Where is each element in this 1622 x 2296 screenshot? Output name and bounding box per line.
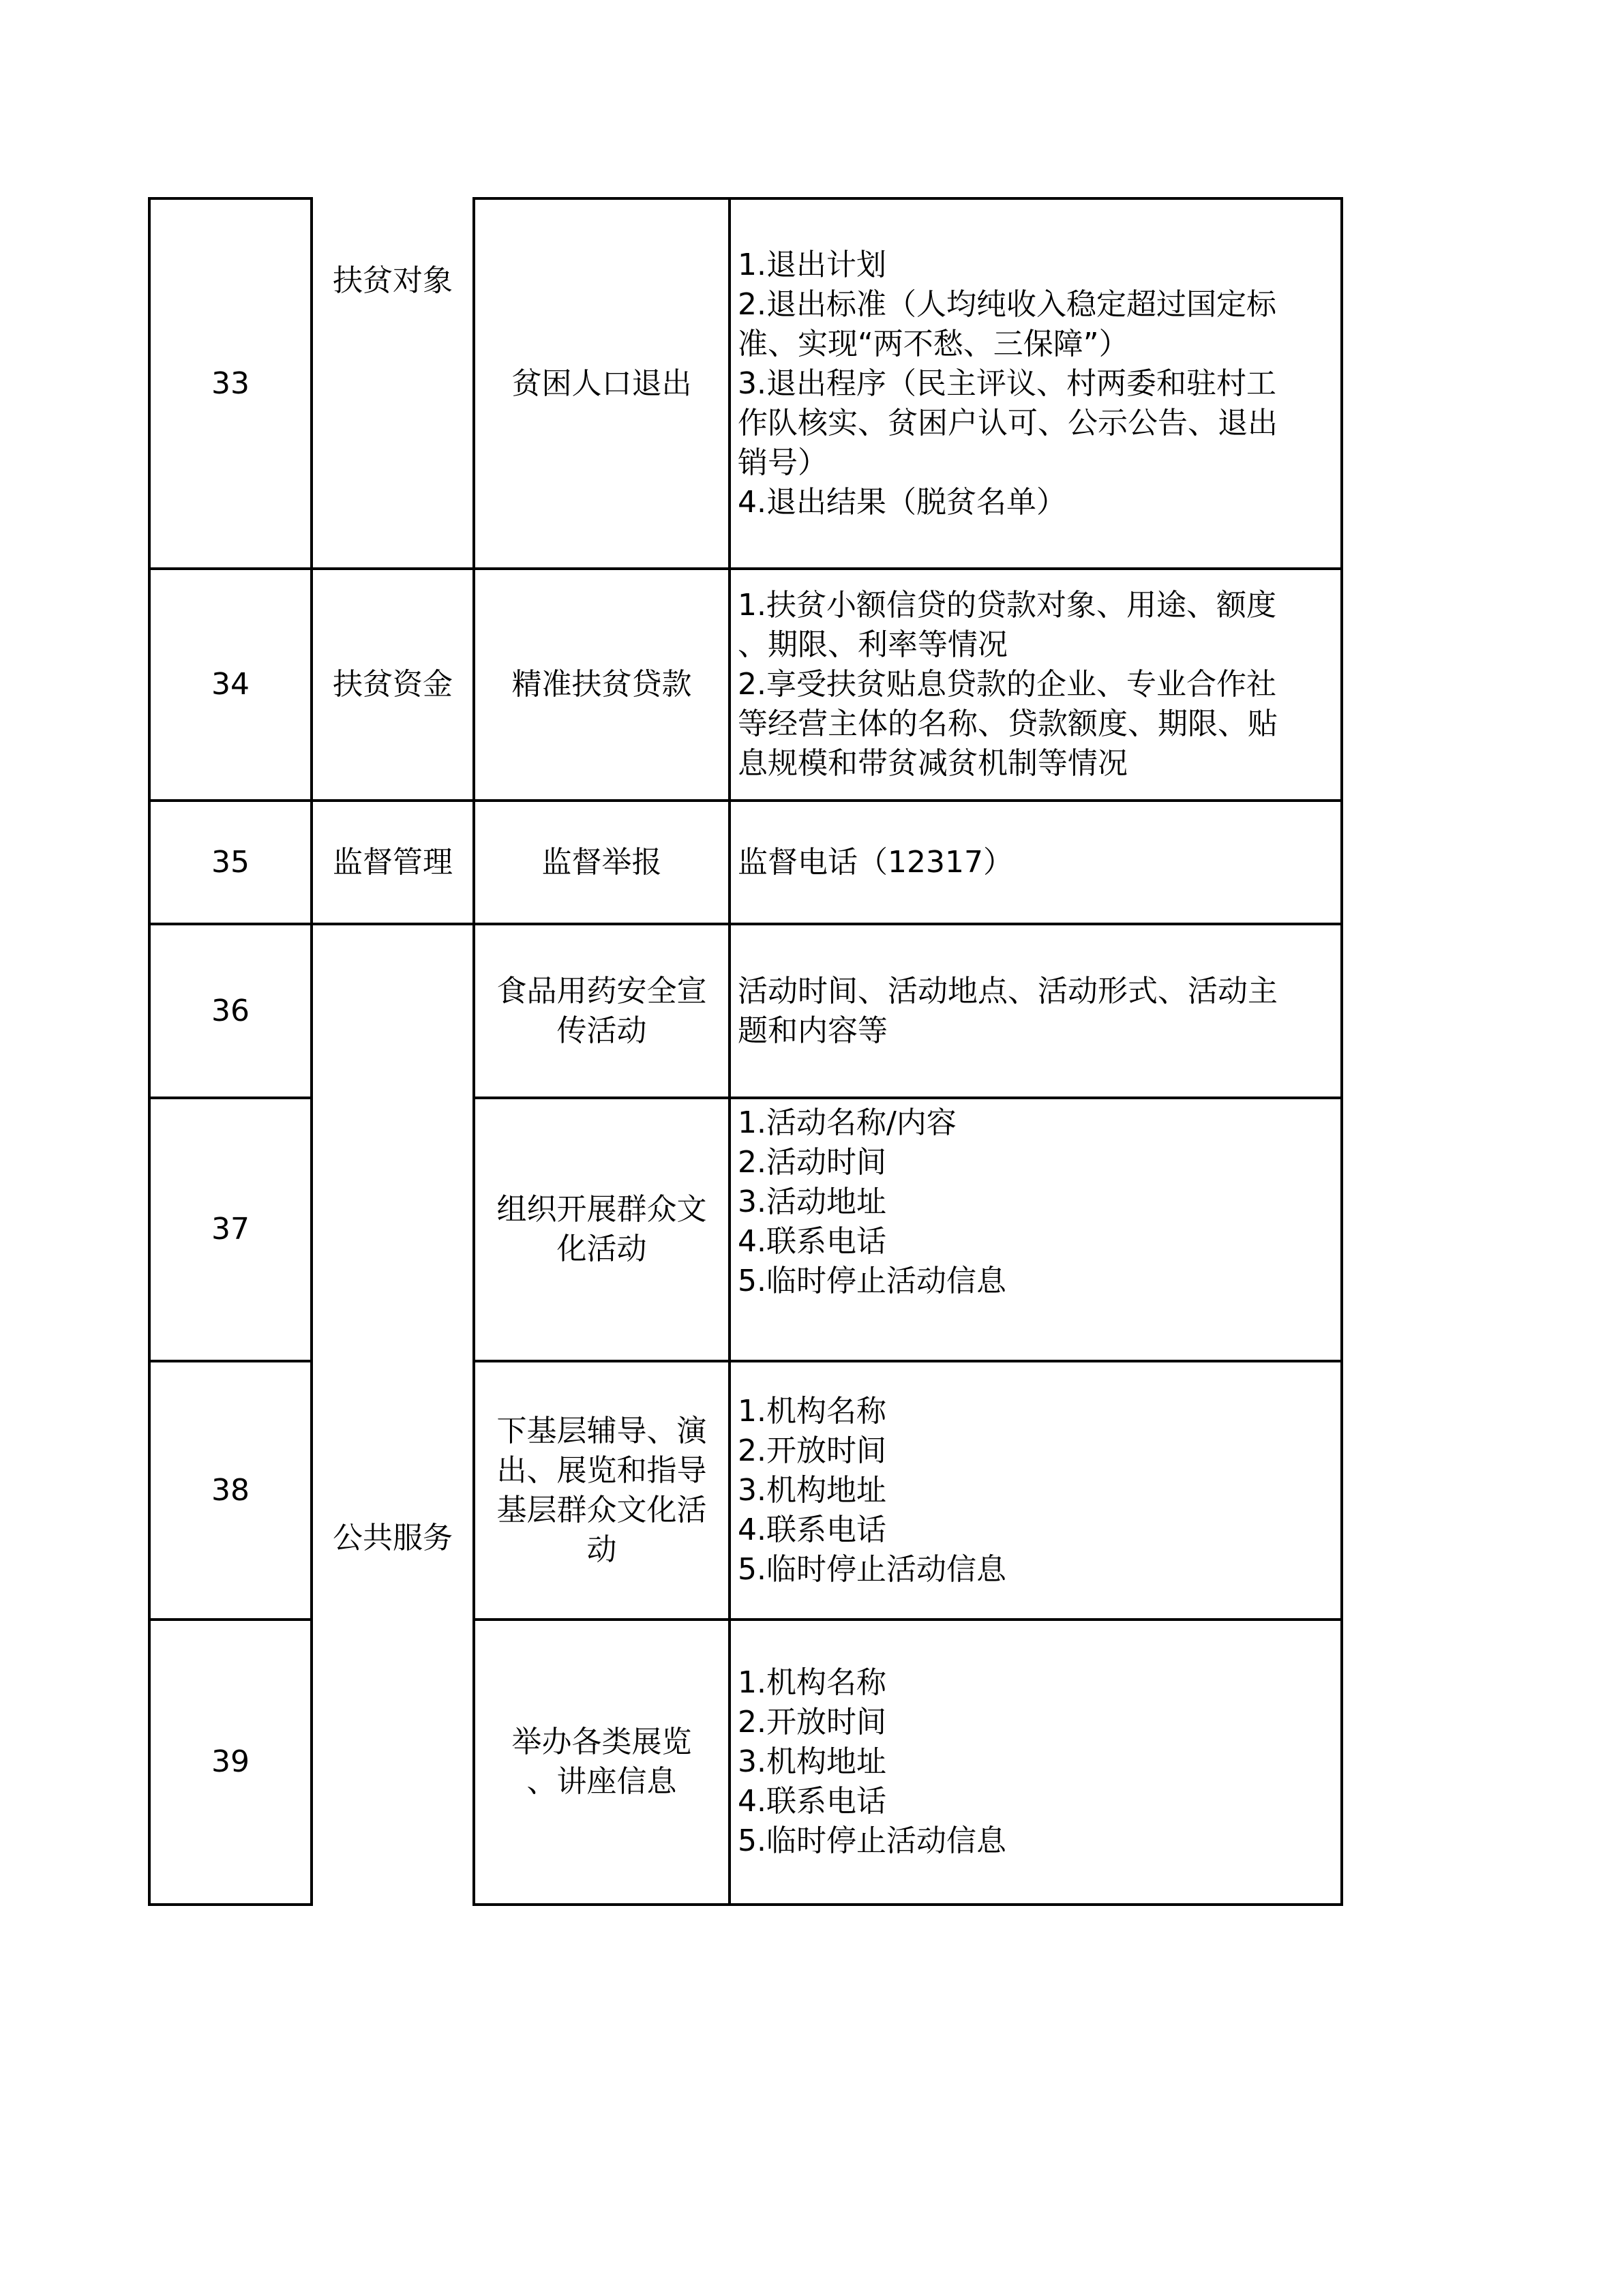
content-cell — [731, 802, 1340, 923]
row-number: 36 — [211, 993, 250, 1028]
row-number: 37 — [211, 1212, 250, 1247]
content-line: 1.活动名称/内容 — [738, 1105, 957, 1140]
item-line: 举办各类展览 — [511, 1725, 692, 1759]
content-line: 4.联系电话 — [738, 1224, 886, 1259]
item-line: 组织开展群众文 — [496, 1192, 707, 1227]
content-line: 3.机构地址 — [738, 1472, 886, 1508]
item-line: 动 — [586, 1532, 617, 1567]
row-number: 34 — [211, 667, 250, 702]
row-number-cell — [151, 1099, 310, 1360]
row-number-cell — [151, 570, 310, 799]
category-label: 监督管理 — [333, 844, 453, 880]
grid-line — [472, 1903, 1343, 1906]
row-number: 33 — [211, 366, 250, 401]
category-label: 扶贫对象 — [333, 263, 453, 298]
item-line: 传活动 — [556, 1013, 647, 1048]
content-cell — [731, 1621, 1340, 1903]
content-cell — [731, 570, 1340, 799]
item-line: 化活动 — [556, 1232, 647, 1266]
content-line: 、期限、利率等情况 — [738, 627, 1008, 662]
category-label: 扶贫资金 — [333, 667, 453, 702]
content-line: 5.临时停止活动信息 — [738, 1264, 1006, 1298]
item-cell — [475, 570, 728, 799]
item-cell — [475, 200, 728, 567]
item-line: 基层群众文化活 — [496, 1492, 707, 1527]
item-cell — [475, 802, 728, 923]
content-line: 2.开放时间 — [738, 1433, 886, 1468]
category-label: 公共服务 — [333, 1521, 453, 1555]
item-line: 出、展览和指导 — [496, 1452, 707, 1488]
content-line: 1.退出计划 — [738, 247, 886, 282]
item-line: 下基层辅导、演 — [496, 1413, 707, 1448]
content-line: 作队核实、贫困户认可、公示公告、退出 — [738, 405, 1278, 441]
content-line: 3.机构地址 — [738, 1744, 886, 1779]
content-cell — [731, 200, 1340, 567]
content-line: 2.退出标准（人均纯收入稳定超过国定标 — [738, 286, 1276, 322]
item-line: 监督举报 — [541, 844, 662, 880]
content-line: 等经营主体的名称、贷款额度、期限、贴 — [738, 706, 1278, 741]
content-line: 息规模和带贫减贫机制等情况 — [738, 746, 1128, 781]
category-cell — [313, 200, 472, 567]
content-line: 5.临时停止活动信息 — [738, 1551, 1006, 1587]
content-cell — [731, 1362, 1340, 1618]
content-line: 2.享受扶贫贴息贷款的企业、专业合作社 — [738, 667, 1276, 702]
row-number: 39 — [211, 1744, 250, 1779]
item-line: 贫困人口退出 — [511, 366, 692, 401]
content-line: 4.联系电话 — [738, 1512, 886, 1547]
row-number-cell — [151, 1621, 310, 1903]
item-line: 、讲座信息 — [526, 1764, 677, 1799]
category-cell — [313, 570, 472, 799]
row-number-cell — [151, 1362, 310, 1618]
content-line: 销号） — [738, 445, 828, 480]
category-cell-merged — [313, 925, 472, 1903]
item-cell — [475, 1362, 728, 1618]
content-line: 活动时间、活动地点、活动形式、活动主 — [738, 973, 1278, 1009]
row-number: 35 — [211, 844, 250, 880]
content-line: 题和内容等 — [738, 1013, 888, 1048]
grid-line — [148, 1903, 313, 1906]
row-number-cell — [151, 802, 310, 923]
row-number-cell — [151, 200, 310, 567]
item-cell — [475, 1099, 728, 1360]
content-line: 1.机构名称 — [738, 1665, 886, 1700]
content-line: 2.活动时间 — [738, 1145, 886, 1180]
content-line: 5.临时停止活动信息 — [738, 1823, 1006, 1858]
content-line: 1.机构名称 — [738, 1393, 886, 1429]
item-line: 精准扶贫贷款 — [511, 667, 692, 702]
content-line: 4.联系电话 — [738, 1784, 886, 1819]
content-line: 4.退出结果（脱贫名单） — [738, 484, 1066, 520]
content-cell — [731, 925, 1340, 1097]
item-cell — [475, 925, 728, 1097]
item-cell — [475, 1621, 728, 1903]
content-line: 1.扶贫小额信贷的贷款对象、用途、额度 — [738, 588, 1276, 623]
category-cell — [313, 802, 472, 923]
content-line: 3.退出程序（民主评议、村两委和驻村工 — [738, 366, 1276, 401]
content-line: 准、实现“两不愁、三保障”） — [738, 326, 1129, 361]
grid-line — [1340, 197, 1343, 1906]
content-cell — [731, 1099, 1340, 1360]
row-number-cell — [151, 925, 310, 1097]
item-line: 食品用药安全宣 — [496, 973, 707, 1009]
row-number: 38 — [211, 1472, 250, 1508]
content-line: 3.活动地址 — [738, 1184, 886, 1219]
content-line: 2.开放时间 — [738, 1705, 886, 1740]
content-line: 监督电话（12317） — [738, 844, 1013, 880]
